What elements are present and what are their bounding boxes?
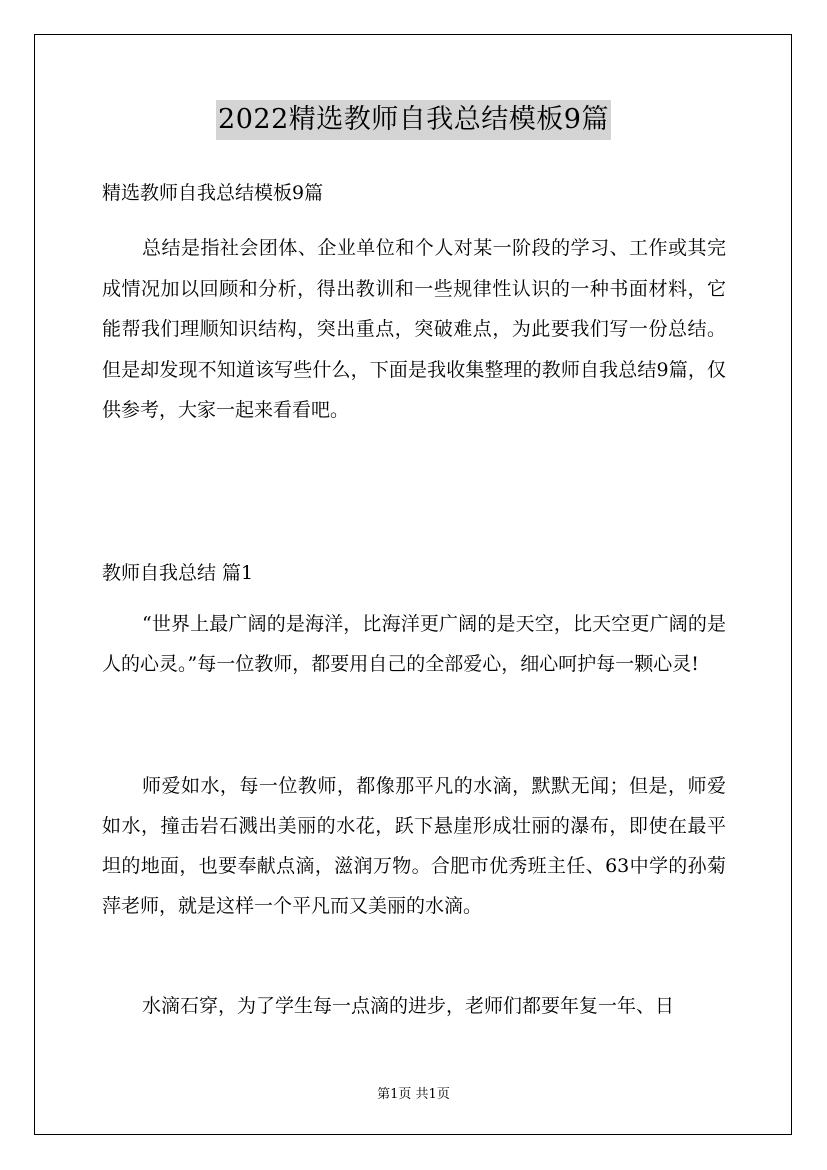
intro-paragraph: 总结是指社会团体、企业单位和个人对某一阶段的学习、工作或其完成情况加以回顾和分析，得出教训和一些规律性认识的一种书面材料，它能帮我们理顺知识结构，突出重点，突破难点，为此要我们写一份总结。但是却发现不知道该写些什么，下面是我收集整理的教师自我总结9篇，仅供参考，大家一起来看看吧。 — [102, 237, 726, 421]
document-subtitle: 精选教师自我总结模板9篇 — [102, 182, 324, 204]
page-footer: 第1页 共1页 — [377, 1087, 450, 1102]
title-container — [0, 100, 827, 140]
body-paragraph: “世界上最广阔的是海洋，比海洋更广阔的是天空，比天空更广阔的是人的心灵。”每一位教师，都要用自己的全部爱心，细心呵护每一颗心灵! — [102, 613, 726, 675]
body-paragraph: 师爱如水，每一位教师，都像那平凡的水滴，默默无闻；但是，师爱如水，撞击岩石溅出美丽的水花，跃下悬崖形成壮丽的瀑布，即使在最平坦的地面，也要奉献点滴，滋润万物。合肥市优秀班主任、63中学的孙菊萍老师，就是这样一个平凡而又美丽的水滴。 — [102, 775, 726, 917]
section-heading: 教师自我总结 篇1 — [102, 562, 254, 584]
document-title: 2022精选教师自我总结模板9篇 — [216, 100, 611, 140]
body-paragraph: 水滴石穿，为了学生每一点滴的进步，老师们都要年复一年、日 — [142, 995, 675, 1017]
